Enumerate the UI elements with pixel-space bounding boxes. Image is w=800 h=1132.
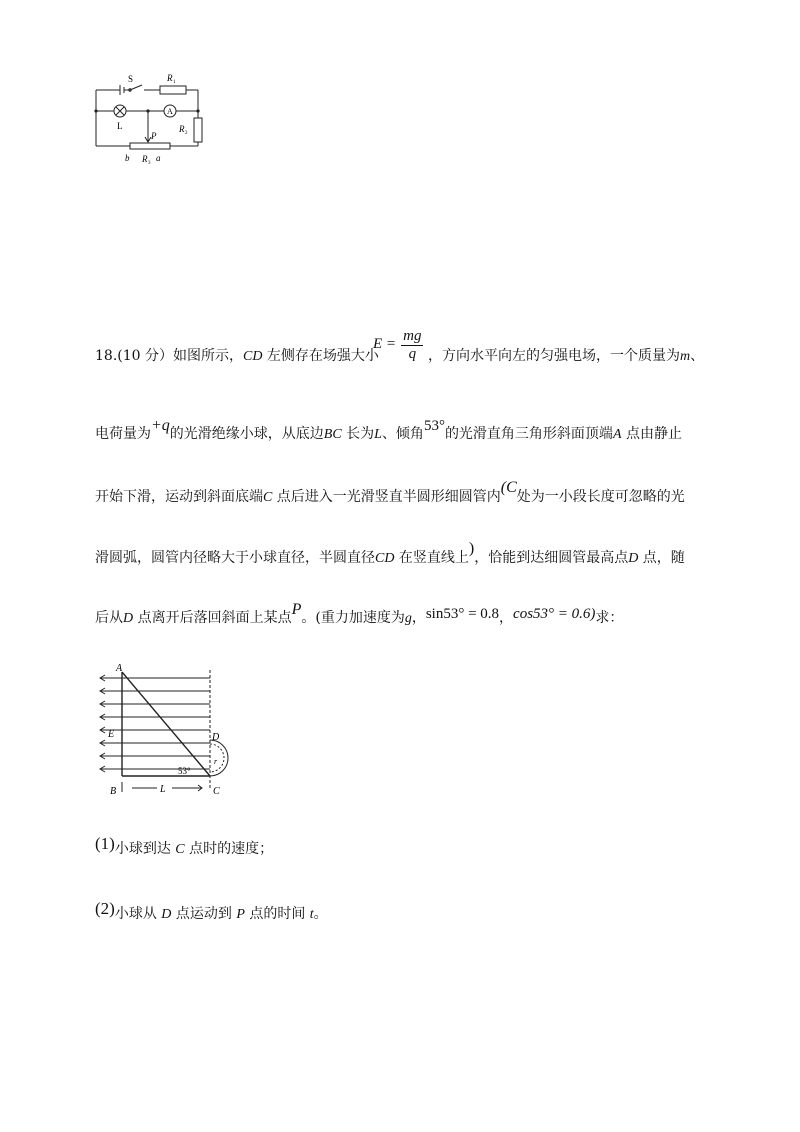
fig-label-angle: 53° (178, 766, 191, 776)
problem-line-2: 电荷量为+q的光滑绝缘小球，从底边BC 长为L、倾角53°的光滑直角三角形斜面顶端A 点由静止 (95, 417, 682, 442)
fig-label-E: E (108, 729, 115, 740)
fig-label-D: D (212, 732, 220, 743)
problem-line-5: 后从D 点离开后落回斜面上某点P。(重力加速度为g，sin53° = 0.8，cos53° = 0.6)求： (95, 601, 624, 626)
problem-line-1: 18.(10 分）如图所示，CD 左侧存在场强大小 (95, 348, 379, 364)
circuit-label-R1: R (167, 73, 173, 83)
circuit-label-a: a (156, 153, 161, 163)
fig-label-L: L (160, 784, 166, 795)
circuit-label-S: S (128, 74, 134, 84)
circuit-label-b: b (125, 153, 130, 163)
fig-label-r: r (214, 757, 218, 766)
fig-label-A: A (116, 663, 123, 674)
circuit-label-L: L (117, 121, 123, 131)
question-2: (2)小球从 D 点运动到 P 点的时间 t。 (95, 899, 328, 922)
circuit-label-R1-sub: 1 (173, 80, 176, 85)
incline-figure (92, 660, 252, 800)
problem-line-1b: ，方向水平向左的匀强电场，一个质量为m、 (428, 348, 705, 364)
circuit-label-P: P (151, 131, 157, 141)
circuit-label-R3-sub: 3 (148, 161, 151, 166)
question-1: (1)小球到达 C 点时的速度； (95, 834, 274, 857)
circuit-diagram (90, 68, 220, 168)
circuit-label-R2: R (179, 124, 185, 134)
problem-line-3: 开始下滑，运动到斜面底端C 点后进入一光滑竖直半圆形细圆管内(C处为一小段长度可忽略的光 (95, 479, 685, 505)
circuit-label-R3: R (142, 154, 148, 164)
formula-E: E = $\frac{mg}{q}$ (373, 328, 422, 362)
circuit-label-A: A (167, 107, 173, 116)
fig-label-B: B (110, 786, 117, 797)
problem-line-4: 滑圆弧，圆管内径略大于小球直径，半圆直径CD 在竖直线上)，恰能到达细圆管最高点D 点，随 (95, 540, 685, 566)
circuit-label-R2-sub: 2 (185, 131, 188, 136)
fig-label-C: C (213, 786, 220, 797)
